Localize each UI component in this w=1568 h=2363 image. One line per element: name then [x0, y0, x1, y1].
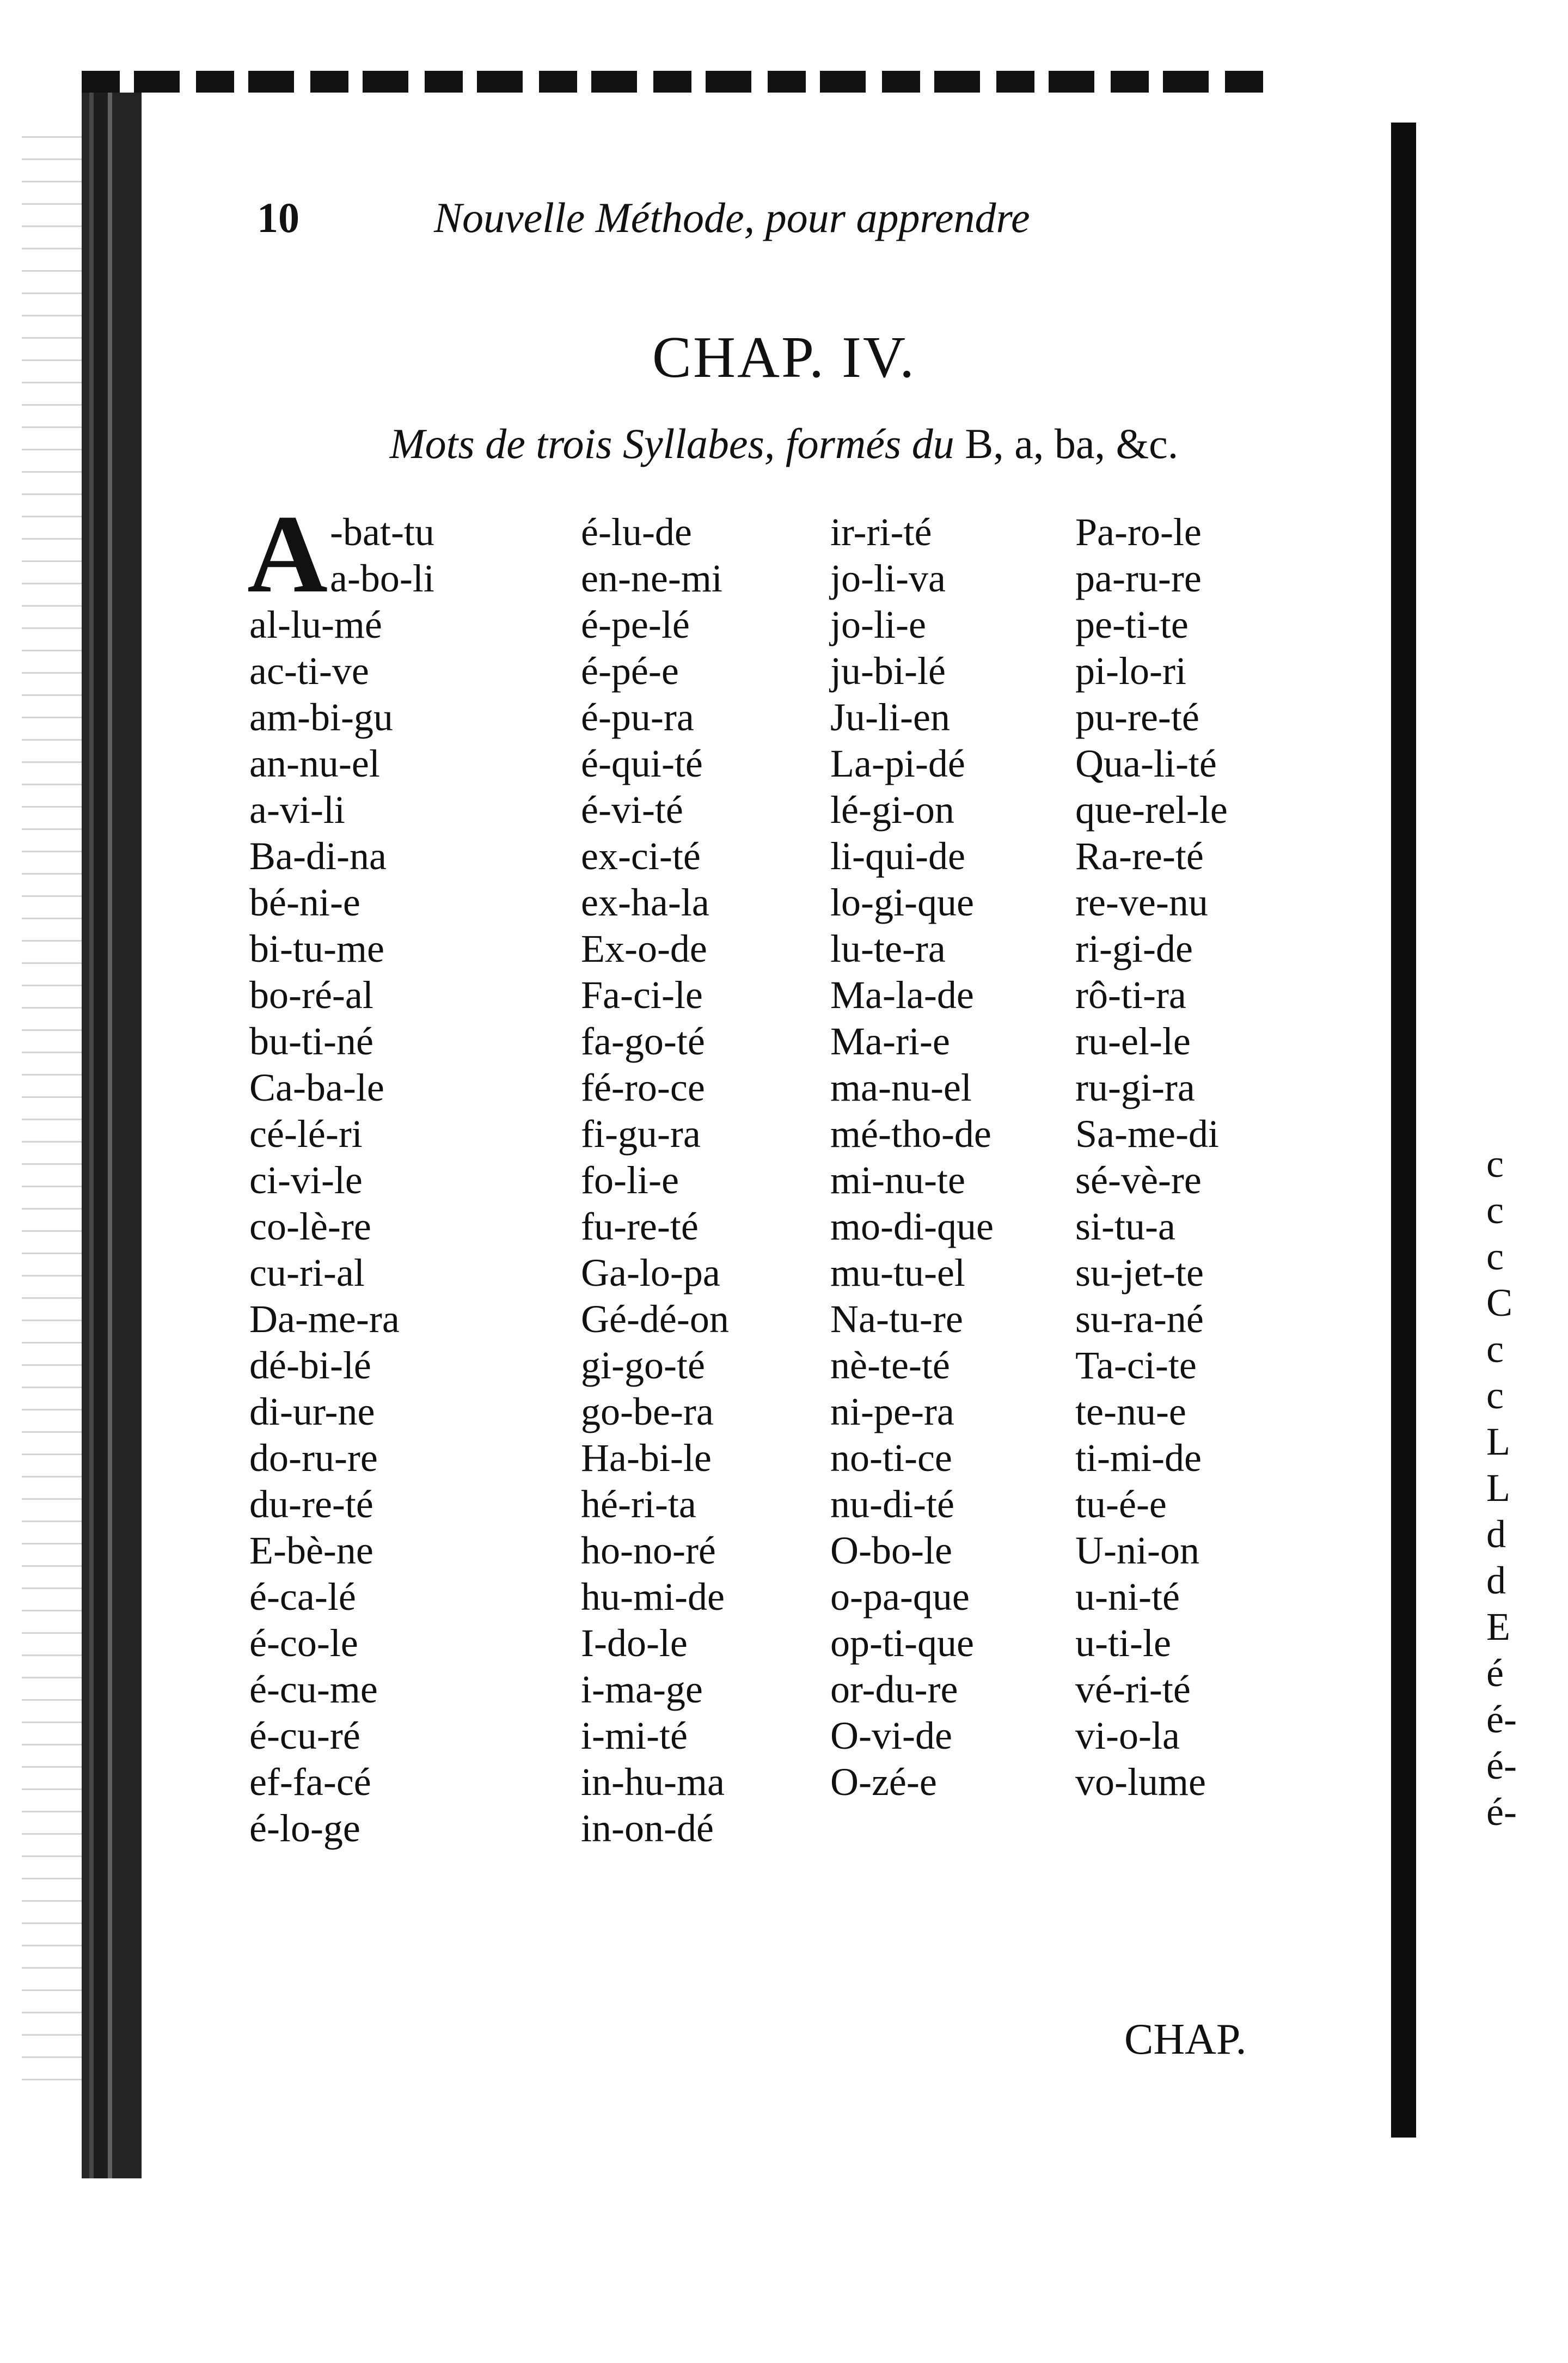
syllable-word: co-lè-re [249, 1205, 371, 1248]
syllable-word: Ba-di-na [249, 834, 387, 878]
syllable-word: fi-gu-ra [581, 1112, 701, 1156]
syllable-word: cu-ri-al [249, 1251, 365, 1295]
syllable-word: o-pa-que [830, 1575, 970, 1619]
syllable-word: vi-o-la [1075, 1714, 1180, 1757]
syllable-word: a-vi-li [249, 788, 345, 832]
syllable-word: Ma-la-de [830, 973, 974, 1017]
syllable-word: E-bè-ne [249, 1529, 373, 1572]
syllable-word: go-be-ra [581, 1390, 714, 1433]
syllable-word: ef-fa-cé [249, 1760, 371, 1804]
syllable-word: U-ni-on [1075, 1529, 1199, 1572]
syllable-word: jo-li-e [830, 603, 926, 646]
syllable-word: ir-ri-té [830, 510, 932, 554]
syllable-word: ru-gi-ra [1075, 1066, 1195, 1109]
syllable-word: am-bi-gu [249, 695, 393, 739]
syllable-word: mo-di-que [830, 1205, 994, 1248]
syllable-word: fa-go-té [581, 1019, 705, 1063]
fragment-letter: é- [1486, 1744, 1517, 1787]
syllable-word: Ju-li-en [830, 695, 950, 739]
syllable-word: re-ve-nu [1075, 881, 1208, 924]
syllable-word: ma-nu-el [830, 1066, 972, 1109]
syllable-word: te-nu-e [1075, 1390, 1186, 1433]
word-column-4 [1075, 509, 1228, 1805]
syllable-word: é-pe-lé [581, 603, 690, 646]
syllable-word: é-pu-ra [581, 695, 694, 739]
syllable-word: pu-re-té [1075, 695, 1199, 739]
syllable-word: al-lu-mé [249, 603, 382, 646]
fragment-letter: E [1486, 1605, 1510, 1648]
syllable-word: é-pé-e [581, 649, 679, 693]
syllable-word: ex-ha-la [581, 881, 709, 924]
syllable-word: u-ti-le [1075, 1621, 1171, 1665]
syllable-word: su-jet-te [1075, 1251, 1204, 1295]
syllable-word: ac-ti-ve [249, 649, 369, 693]
syllable-word: -bat-tu [330, 510, 434, 554]
syllable-word: O-vi-de [830, 1714, 952, 1757]
syllable-word: ru-el-le [1075, 1019, 1191, 1063]
syllable-word: lo-gi-que [830, 881, 974, 924]
fragment-letter: L [1486, 1420, 1510, 1463]
syllable-word: an-nu-el [249, 742, 380, 785]
syllable-word: op-ti-que [830, 1621, 974, 1665]
syllable-word: pi-lo-ri [1075, 649, 1186, 693]
syllable-word: pe-ti-te [1075, 603, 1189, 646]
syllable-word: Ta-ci-te [1075, 1344, 1197, 1387]
syllable-word: Sa-me-di [1075, 1112, 1219, 1156]
top-page-edge [82, 71, 1269, 93]
syllable-word: ri-gi-de [1075, 927, 1193, 970]
syllable-word: nè-te-té [830, 1344, 950, 1387]
fragment-letter: é- [1486, 1790, 1517, 1834]
syllable-word: vo-lume [1075, 1760, 1206, 1804]
syllable-word: ti-mi-de [1075, 1436, 1202, 1480]
syllable-word: di-ur-ne [249, 1390, 375, 1433]
catchword: CHAP. [1124, 2016, 1247, 2063]
fragment-letter: c [1486, 1327, 1504, 1371]
syllable-word: fu-re-té [581, 1205, 699, 1248]
syllable-word: du-re-té [249, 1482, 373, 1526]
fragment-letter: d [1486, 1559, 1506, 1602]
subtitle-plain: B, a, ba, &c. [965, 420, 1179, 467]
syllable-word: cé-lé-ri [249, 1112, 363, 1156]
syllable-word: si-tu-a [1075, 1205, 1175, 1248]
syllable-word: Ma-ri-e [830, 1019, 950, 1063]
syllable-word: a-bo-li [330, 557, 434, 600]
syllable-word: Ex-o-de [581, 927, 707, 970]
syllable-word: ni-pe-ra [830, 1390, 954, 1433]
syllable-word: fo-li-e [581, 1158, 679, 1202]
syllable-word: en-ne-mi [581, 557, 722, 600]
word-column-3 [830, 509, 994, 1805]
syllable-word: é-cu-me [249, 1668, 378, 1711]
syllable-word: i-mi-té [581, 1714, 688, 1757]
chapter-title: CHAP. IV. [652, 325, 916, 390]
chapter-subtitle [0, 419, 1568, 468]
syllable-word: Ha-bi-le [581, 1436, 712, 1480]
syllable-word: sé-vè-re [1075, 1158, 1202, 1202]
syllable-word: pa-ru-re [1075, 557, 1202, 600]
fragment-letter: é [1486, 1651, 1504, 1695]
syllable-word: fé-ro-ce [581, 1066, 705, 1109]
syllable-word: O-zé-e [830, 1760, 937, 1804]
syllable-word: lé-gi-on [830, 788, 954, 832]
syllable-word: do-ru-re [249, 1436, 378, 1480]
fragment-letter: d [1486, 1512, 1506, 1556]
syllable-word: é-ca-lé [249, 1575, 356, 1619]
binding-edge [82, 93, 142, 2178]
syllable-word: é-qui-té [581, 742, 703, 785]
syllable-word: ju-bi-lé [830, 649, 946, 693]
syllable-word: bu-ti-né [249, 1019, 373, 1063]
syllable-word: é-lu-de [581, 510, 692, 554]
fragment-letter: c [1486, 1188, 1504, 1232]
syllable-word: su-ra-né [1075, 1297, 1204, 1341]
syllable-word: bo-ré-al [249, 973, 373, 1017]
syllable-word: in-hu-ma [581, 1760, 725, 1804]
syllable-word: i-ma-ge [581, 1668, 703, 1711]
syllable-word: gi-go-té [581, 1344, 705, 1387]
syllable-word: ho-no-ré [581, 1529, 716, 1572]
syllable-word: é-cu-ré [249, 1714, 360, 1757]
word-column-1 [247, 492, 434, 1852]
syllable-word: mé-tho-de [830, 1112, 991, 1156]
drop-cap: A [247, 492, 328, 616]
running-title: Nouvelle Méthode, pour apprendre [434, 194, 1030, 241]
syllable-word: ex-ci-té [581, 834, 701, 878]
syllable-word: é-lo-ge [249, 1806, 360, 1850]
subtitle-italic: Mots de trois Syllabes, formés du [389, 420, 954, 467]
syllable-word: bi-tu-me [249, 927, 384, 970]
syllable-word: Pa-ro-le [1075, 510, 1202, 554]
syllable-word: bé-ni-e [249, 881, 360, 924]
syllable-word: u-ni-té [1075, 1575, 1180, 1619]
next-page-fragments [1486, 1141, 1517, 1835]
syllable-word: dé-bi-lé [249, 1344, 371, 1387]
fragment-letter: L [1486, 1466, 1510, 1510]
syllable-word: Ca-ba-le [249, 1066, 384, 1109]
syllable-word: ci-vi-le [249, 1158, 363, 1202]
syllable-word: Da-me-ra [249, 1297, 400, 1341]
syllable-word: Fa-ci-le [581, 973, 703, 1017]
syllable-word: Qua-li-té [1075, 742, 1217, 785]
syllable-word: nu-di-té [830, 1482, 954, 1526]
syllable-word: no-ti-ce [830, 1436, 952, 1480]
word-column-2 [581, 509, 729, 1852]
syllable-word: rô-ti-ra [1075, 973, 1186, 1017]
syllable-word: é-vi-té [581, 788, 683, 832]
syllable-word: or-du-re [830, 1668, 958, 1711]
syllable-word: lu-te-ra [830, 927, 946, 970]
syllable-word: mu-tu-el [830, 1251, 965, 1295]
syllable-word: in-on-dé [581, 1806, 714, 1850]
fragment-letter: c [1486, 1235, 1504, 1278]
syllable-word: Gé-dé-on [581, 1297, 729, 1341]
syllable-word: mi-nu-te [830, 1158, 965, 1202]
page-number: 10 [257, 194, 299, 241]
syllable-word: jo-li-va [830, 557, 946, 600]
syllable-word: hu-mi-de [581, 1575, 725, 1619]
syllable-word: li-qui-de [830, 834, 965, 878]
fragment-letter: c [1486, 1142, 1504, 1186]
syllable-word: Ra-re-té [1075, 834, 1204, 878]
fragment-letter: é- [1486, 1698, 1517, 1741]
fragment-letter: c [1486, 1373, 1504, 1417]
syllable-word: tu-é-e [1075, 1482, 1167, 1526]
syllable-word: hé-ri-ta [581, 1482, 696, 1526]
fragment-letter: C [1486, 1281, 1513, 1324]
syllable-word: La-pi-dé [830, 742, 965, 785]
syllable-word: é-co-le [249, 1621, 358, 1665]
syllable-word: O-bo-le [830, 1529, 952, 1572]
syllable-word: vé-ri-té [1075, 1668, 1191, 1711]
syllable-word: que-rel-le [1075, 788, 1228, 832]
syllable-word: Na-tu-re [830, 1297, 963, 1341]
syllable-word: Ga-lo-pa [581, 1251, 720, 1295]
running-header [257, 193, 1183, 259]
syllable-word: I-do-le [581, 1621, 688, 1665]
